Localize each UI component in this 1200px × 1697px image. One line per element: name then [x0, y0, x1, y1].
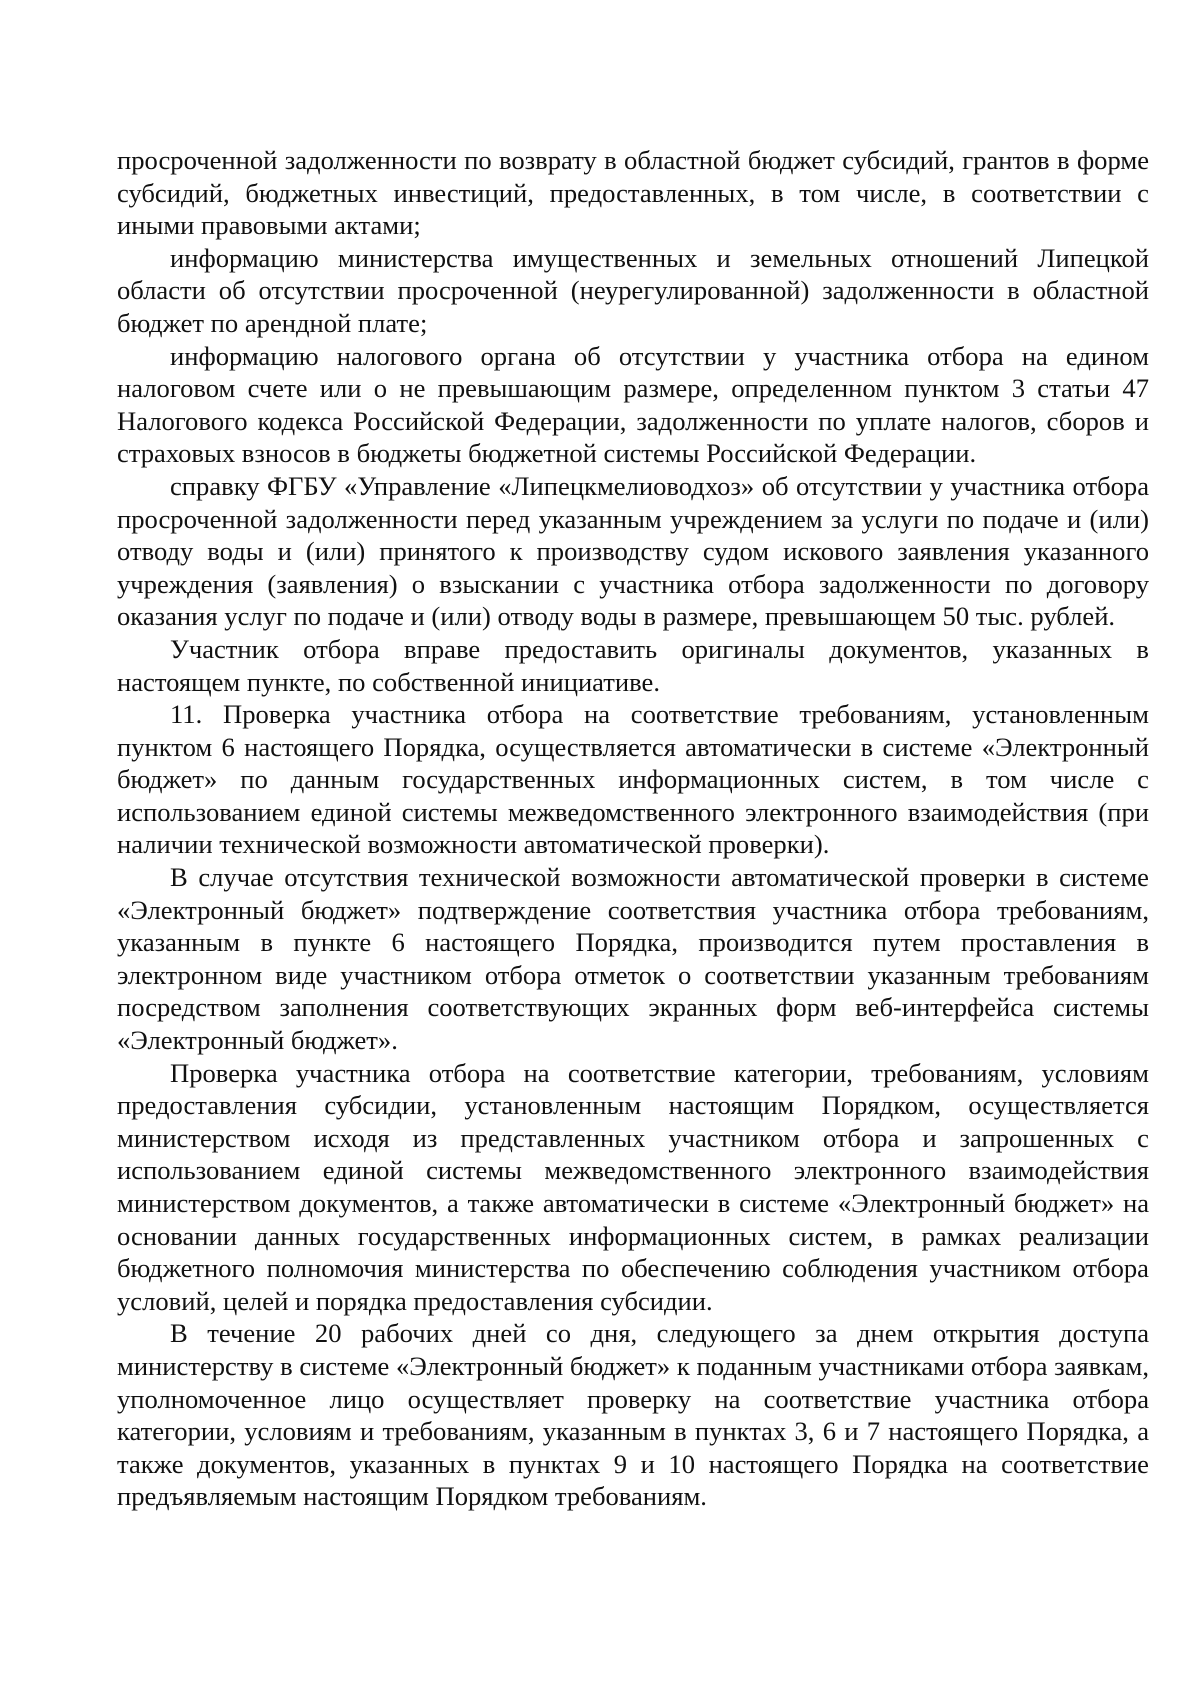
- paragraph-melioration-certificate: справку ФГБУ «Управление «Липецкмелиоводхоз» об отсутствии у участника отбора просроченной задолженности перед указанным учреждением за услуги по подаче и (или) отводу воды и (или) принятого к производству судом искового заявления указанного учреждения (заявления) о взыскании с участника отбора задолженности по договору оказания услуг по подаче и (или) отводу воды в размере, превышающем 50 тыс. рублей.: [117, 470, 1149, 632]
- paragraph-ministry-check: Проверка участника отбора на соответствие категории, требованиям, условиям предоставления субсидии, установленным настоящим Порядком, осуществляется министерством исходя из представленных участником отбора и запрошенных с использованием единой системы межведомственного электронного взаимодействия министерством документов, а также автоматически в системе «Электронный бюджет» на основании данных государственных информационных систем, в рамках реализации бюджетного полномочия министерства по обеспечению соблюдения участником отбора условий, целей и порядка предоставления субсидии.: [117, 1057, 1149, 1316]
- paragraph-continuation: просроченной задолженности по возврату в областной бюджет субсидий, грантов в форме субсидий, бюджетных инвестиций, предоставленных, в том числе, в соответствии с иными правовыми актами;: [117, 145, 1149, 241]
- paragraph-tax-authority-info: информацию налогового органа об отсутствии у участника отбора на едином налоговом счете или о не превышающим размере, определенном пунктом 3 статьи 47 Налогового кодекса Российской Федерации, задолженности по уплате налогов, сборов и страховых взносов в бюджеты бюджетной системы Российской Федерации.: [117, 340, 1149, 469]
- paragraph-manual-check: В случае отсутствия технической возможности автоматической проверки в системе «Электронный бюджет» подтверждение соответствия участника отбора требованиям, указанным в пункте 6 настоящего Порядка, производится путем проставления в электронном виде участником отбора отметок о соответствии указанным требованиям посредством заполнения соответствующих экранных форм веб-интерфейса системы «Электронный бюджет».: [117, 862, 1149, 1056]
- paragraph-20-days-check: В течение 20 рабочих дней со дня, следующего за днем открытия доступа министерству в системе «Электронный бюджет» к поданным участниками отбора заявкам, уполномоченное лицо осуществляет проверку на соответствие участника отбора категории, условиям и требованиям, указанным в пунктах 3, 6 и 7 настоящего Порядка, а также документов, указанных в пунктах 9 и 10 настоящего Порядка на соответствие предъявляемым настоящим Порядком требованиям.: [117, 1318, 1149, 1512]
- document-body: [117, 144, 1149, 1513]
- paragraph-originals-right: Участник отбора вправе предоставить оригиналы документов, указанных в настоящем пункте, по собственной инициативе.: [117, 633, 1149, 697]
- paragraph-property-ministry-info: информацию министерства имущественных и земельных отношений Липецкой области об отсутствии просроченной (неурегулированной) задолженности в областной бюджет по арендной плате;: [117, 242, 1149, 338]
- paragraph-item-11: 11. Проверка участника отбора на соответствие требованиям, установленным пунктом 6 настоящего Порядка, осуществляется автоматически в системе «Электронный бюджет» по данным государственных информационных систем, в том числе с использованием единой системы межведомственного электронного взаимодействия (при наличии технической возможности автоматической проверки).: [117, 699, 1149, 860]
